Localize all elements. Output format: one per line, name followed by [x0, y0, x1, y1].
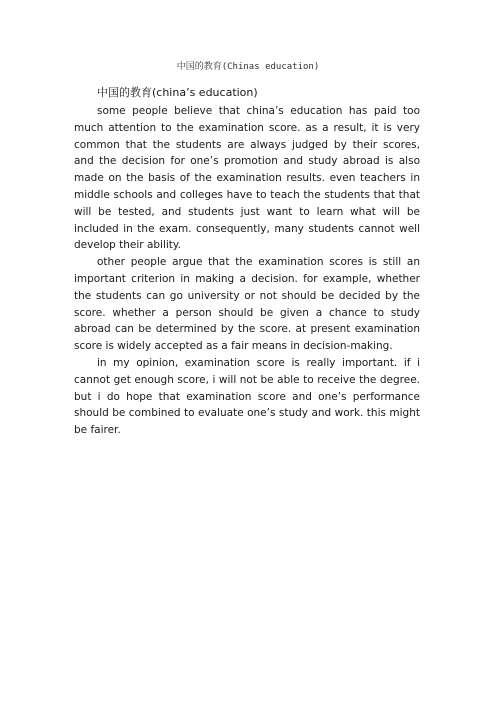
paragraph-2: other people argue that the examination scores is still an important criterion in making a decision. for example, whether the students can go university or not should be decided by the score. whether a person should be given a chance to study abroad can be determined by the score. at present examination score is widely accepted as a fair means in decision-making. — [74, 256, 420, 353]
article-title: 中国的教育(china’s education) — [97, 86, 258, 99]
paragraph-3: in my opinion, examination score is really important. if i cannot get enough score, i will not be able to receive the degree. but i do hope that examination score and one’s performance should be combined to evaluate one’s study and work. this might be fairer. — [74, 356, 420, 437]
page-header: 中国的教育(Chinas education) — [176, 62, 320, 72]
paragraph-1: some people believe that china’s education has paid too much attention to the examination score. as a result, it is very common that the students are always judged by their scores, and the decision for one’s promotion and study abroad is also made on the basis of the examination results. even teachers in middle schools and colleges have to teach the students that that will be tested, and students just want to learn what will be included in the exam. consequently, many students cannot well develop their ability. — [74, 105, 420, 252]
article-body — [74, 85, 420, 439]
